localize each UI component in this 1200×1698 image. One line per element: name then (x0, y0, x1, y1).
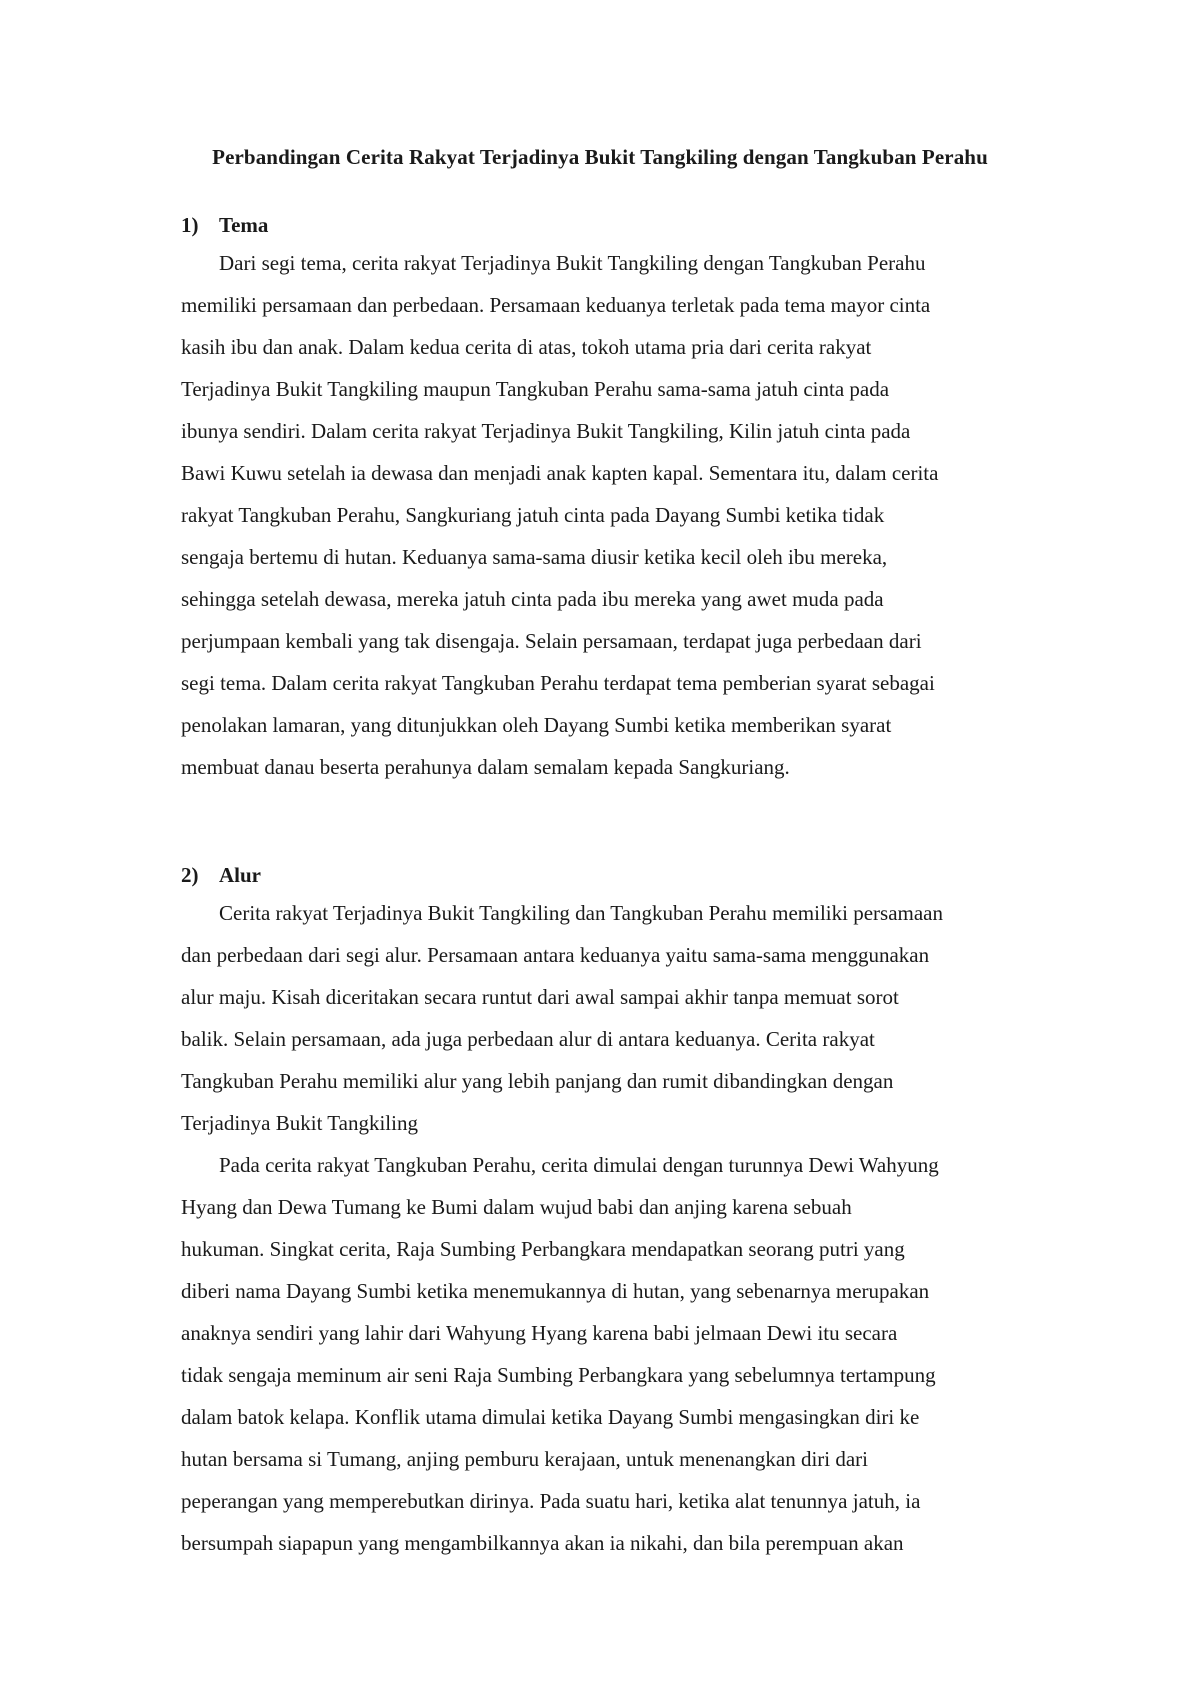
paragraph-line: rakyat Tangkuban Perahu, Sangkuriang jatuh cinta pada Dayang Sumbi ketika tidak (181, 503, 885, 527)
paragraph-line: membuat danau beserta perahunya dalam semalam kepada Sangkuriang. (181, 755, 790, 779)
paragraph-line: anaknya sendiri yang lahir dari Wahyung Hyang karena babi jelmaan Dewi itu secara (181, 1321, 898, 1345)
paragraph-line: penolakan lamaran, yang ditunjukkan oleh Dayang Sumbi ketika memberikan syarat (181, 713, 892, 737)
section-heading-alur (181, 861, 261, 889)
paragraph-line: Tangkuban Perahu memiliki alur yang lebih panjang dan rumit dibandingkan dengan (181, 1069, 894, 1093)
paragraph-tema (181, 242, 1061, 788)
section-title: Alur (219, 863, 261, 887)
paragraph-line: Bawi Kuwu setelah ia dewasa dan menjadi anak kapten kapal. Sementara itu, dalam cerita (181, 461, 939, 485)
paragraph-line: ibunya sendiri. Dalam cerita rakyat Terjadinya Bukit Tangkiling, Kilin jatuh cinta pada (181, 419, 911, 443)
paragraph-line: tidak sengaja meminum air seni Raja Sumbing Perbangkara yang sebelumnya tertampung (181, 1363, 936, 1387)
section-heading-tema (181, 211, 268, 239)
paragraph-line: balik. Selain persamaan, ada juga perbedaan alur di antara keduanya. Cerita rakyat (181, 1027, 875, 1051)
paragraph-line: Terjadinya Bukit Tangkiling maupun Tangkuban Perahu sama-sama jatuh cinta pada (181, 377, 890, 401)
paragraph-line: perjumpaan kembali yang tak disengaja. Selain persamaan, terdapat juga perbedaan dari (181, 629, 922, 653)
paragraph-line: hukuman. Singkat cerita, Raja Sumbing Perbangkara mendapatkan seorang putri yang (181, 1237, 905, 1261)
section-number: 1) (181, 213, 199, 237)
paragraph-line: diberi nama Dayang Sumbi ketika menemukannya di hutan, yang sebenarnya merupakan (181, 1279, 930, 1303)
paragraph-line: sengaja bertemu di hutan. Keduanya sama-sama diusir ketika kecil oleh ibu mereka, (181, 545, 888, 569)
paragraph-line: hutan bersama si Tumang, anjing pemburu kerajaan, untuk menenangkan diri dari (181, 1447, 869, 1471)
paragraph-line: dalam batok kelapa. Konflik utama dimulai ketika Dayang Sumbi mengasingkan diri ke (181, 1405, 920, 1429)
paragraph-alur-1 (181, 892, 1061, 1144)
paragraph-line: memiliki persamaan dan perbedaan. Persamaan keduanya terletak pada tema mayor cinta (181, 293, 931, 317)
paragraph-line: kasih ibu dan anak. Dalam kedua cerita di atas, tokoh utama pria dari cerita rakyat (181, 335, 872, 359)
paragraph-line: Terjadinya Bukit Tangkiling (181, 1111, 418, 1135)
paragraph-line: Cerita rakyat Terjadinya Bukit Tangkiling dan Tangkuban Perahu memiliki persamaan (219, 901, 943, 925)
paragraph-line: Hyang dan Dewa Tumang ke Bumi dalam wujud babi dan anjing karena sebuah (181, 1195, 852, 1219)
paragraph-line: bersumpah siapapun yang mengambilkannya akan ia nikahi, dan bila perempuan akan (181, 1531, 904, 1555)
document-title: Perbandingan Cerita Rakyat Terjadinya Bukit Tangkiling dengan Tangkuban Perahu (212, 145, 988, 169)
paragraph-alur-2 (181, 1144, 1061, 1564)
paragraph-line: Dari segi tema, cerita rakyat Terjadinya Bukit Tangkiling dengan Tangkuban Perahu (219, 251, 926, 275)
paragraph-line: Pada cerita rakyat Tangkuban Perahu, cerita dimulai dengan turunnya Dewi Wahyung (219, 1153, 939, 1177)
section-number: 2) (181, 863, 199, 887)
paragraph-line: dan perbedaan dari segi alur. Persamaan antara keduanya yaitu sama-sama menggunakan (181, 943, 930, 967)
paragraph-line: alur maju. Kisah diceritakan secara runtut dari awal sampai akhir tanpa memuat sorot (181, 985, 899, 1009)
paragraph-line: segi tema. Dalam cerita rakyat Tangkuban Perahu terdapat tema pemberian syarat sebagai (181, 671, 935, 695)
paragraph-line: peperangan yang memperebutkan dirinya. Pada suatu hari, ketika alat tenunnya jatuh, ia (181, 1489, 921, 1513)
paragraph-line: sehingga setelah dewasa, mereka jatuh cinta pada ibu mereka yang awet muda pada (181, 587, 884, 611)
section-title: Tema (219, 213, 269, 237)
